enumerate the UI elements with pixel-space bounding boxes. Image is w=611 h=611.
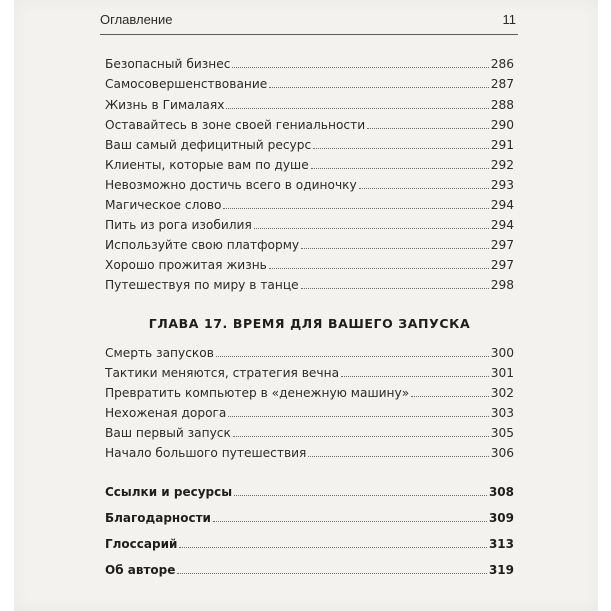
header-title: Оглавление bbox=[100, 12, 173, 27]
dot-leader bbox=[311, 168, 489, 169]
dot-leader bbox=[254, 228, 489, 229]
dot-leader bbox=[216, 356, 489, 357]
running-header bbox=[100, 8, 518, 35]
dot-leader bbox=[179, 547, 487, 548]
toc-entry-backmatter: Об авторе 319 bbox=[105, 563, 514, 577]
toc-entry: Путешествуя по миру в танце 298 bbox=[105, 278, 514, 292]
toc-entry-backmatter: Ссылки и ресурсы 308 bbox=[105, 485, 514, 499]
dot-leader bbox=[301, 248, 489, 249]
toc-entry: Ваш самый дефицитный ресурс 291 bbox=[105, 138, 514, 152]
toc-entry: Начало большого путешествия 306 bbox=[105, 446, 514, 460]
toc-entry: Магическое слово 294 bbox=[105, 198, 514, 212]
header-page-number: 11 bbox=[502, 12, 516, 27]
dot-leader bbox=[234, 495, 487, 496]
toc-entry: Смерть запусков 300 bbox=[105, 346, 514, 360]
toc-entry: Самосовершенствование 287 bbox=[105, 77, 514, 91]
toc-entry: Используйте свою платформу 297 bbox=[105, 238, 514, 252]
dot-leader bbox=[269, 87, 488, 88]
toc-entry: Пить из рога изобилия 294 bbox=[105, 218, 514, 232]
toc-entry: Клиенты, которые вам по душе 292 bbox=[105, 158, 514, 172]
dot-leader bbox=[359, 188, 489, 189]
toc-entry: Нехоженая дорога 303 bbox=[105, 406, 514, 420]
dot-leader bbox=[341, 376, 489, 377]
toc-entry-backmatter: Глоссарий 313 bbox=[105, 537, 514, 551]
dot-leader bbox=[226, 108, 488, 109]
book-page bbox=[14, 0, 598, 611]
toc-entry: Оставайтесь в зоне своей гениальности 290 bbox=[105, 118, 514, 132]
dot-leader bbox=[228, 416, 488, 417]
toc-entry: Хорошо прожитая жизнь 297 bbox=[105, 258, 514, 272]
dot-leader bbox=[213, 521, 487, 522]
toc-entry-backmatter: Благодарности 309 bbox=[105, 511, 514, 525]
dot-leader bbox=[223, 208, 488, 209]
chapter-heading: ГЛАВА 17. ВРЕМЯ ДЛЯ ВАШЕГО ЗАПУСКА bbox=[148, 316, 471, 331]
dot-leader bbox=[233, 436, 489, 437]
toc-entry: Безопасный бизнес 286 bbox=[105, 57, 514, 71]
dot-leader bbox=[301, 288, 489, 289]
dot-leader bbox=[232, 67, 488, 68]
dot-leader bbox=[367, 128, 489, 129]
toc-entry: Жизнь в Гималаях 288 bbox=[105, 98, 514, 112]
toc-entry: Превратить компьютер в «денежную машину» 302 bbox=[105, 386, 514, 400]
dot-leader bbox=[411, 396, 489, 397]
toc-entry: Тактики меняются, стратегия вечна 301 bbox=[105, 366, 514, 380]
dot-leader bbox=[269, 268, 489, 269]
dot-leader bbox=[308, 456, 488, 457]
dot-leader bbox=[313, 148, 489, 149]
toc-entry: Ваш первый запуск 305 bbox=[105, 426, 514, 440]
dot-leader bbox=[177, 573, 487, 574]
toc-entry: Невозможно достичь всего в одиночку 293 bbox=[105, 178, 514, 192]
